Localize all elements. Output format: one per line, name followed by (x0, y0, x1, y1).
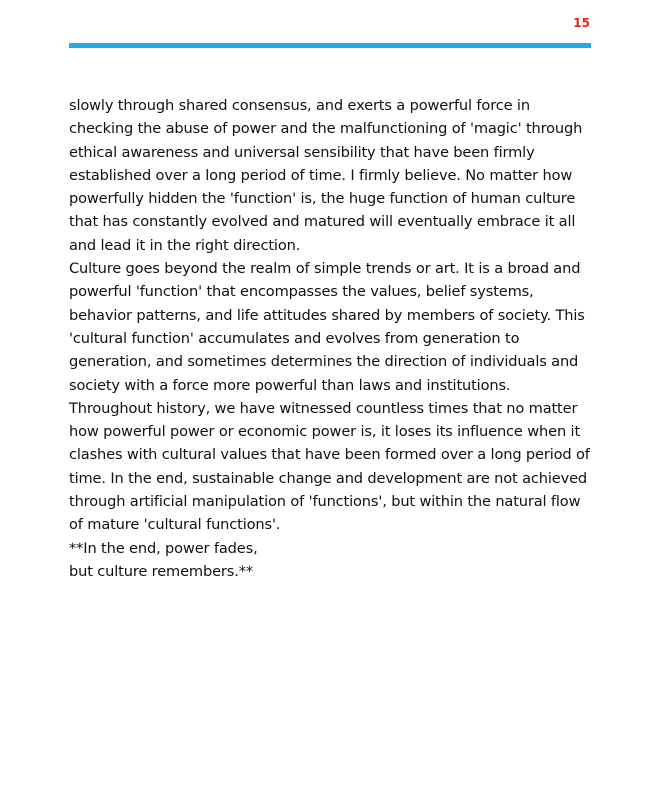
closing-line-power-fades: **In the end, power fades, (69, 539, 258, 557)
body-text (69, 94, 591, 583)
page-number: 15 (573, 16, 590, 30)
closing-line-culture-remembers: but culture remembers.** (69, 562, 254, 580)
paragraph-culture-function: Culture goes beyond the realm of simple trends or art. It is a broad and powerful 'function' that encompasses the values, belief systems, behavior patterns, and life attitudes shared by members of society. This 'cultural function' accumulates and evolves from generation to generation, and sometimes determines the direction of individuals and society with a force more powerful than laws and institutions. Throughout history, we have witnessed countless times that no matter how powerful power or economic power is, it loses its influence when it clashes with cultural values that have been formed over a long period of time. In the end, sustainable change and development are not achieved through artificial manipulation of 'functions', but within the natural flow of mature 'cultural functions'. (69, 260, 590, 534)
paragraph-checking-power: slowly through shared consensus, and exerts a powerful force in checking the abuse of power and the malfunctioning of 'magic' through ethical awareness and universal sensibility that have been firmly established over a long period of time. I firmly believe. No matter how powerfully hidden the 'function' is, the huge function of human culture that has constantly evolved and matured will eventually embrace it all and lead it in the right direction. (69, 97, 583, 254)
header-rule (69, 43, 591, 48)
